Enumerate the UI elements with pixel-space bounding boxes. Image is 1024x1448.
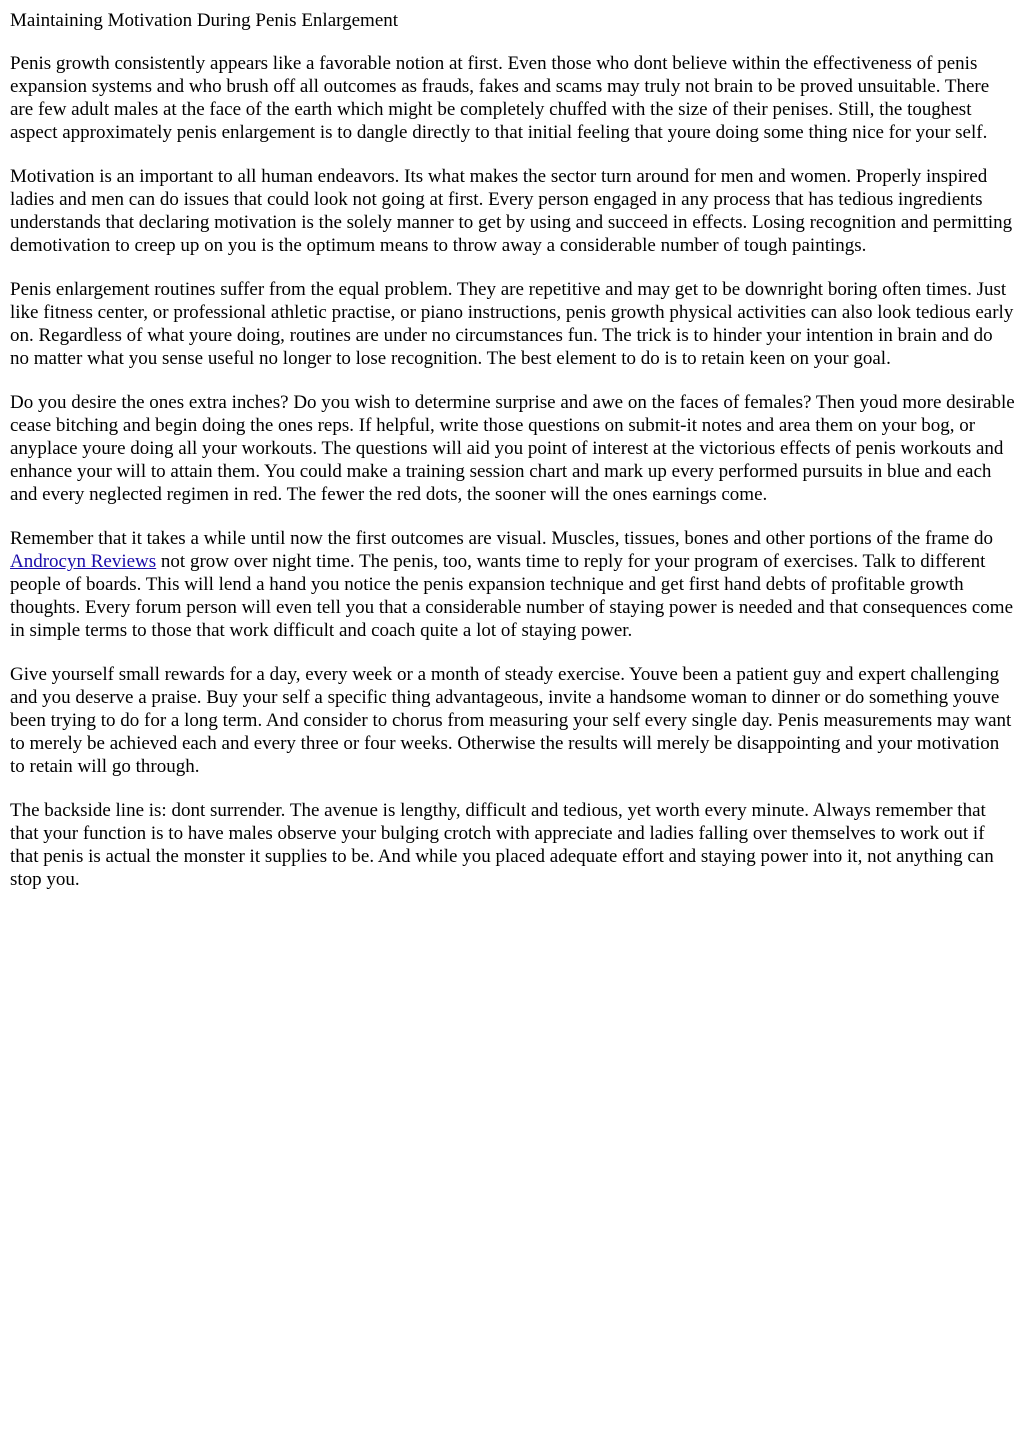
- paragraph-1: Penis growth consistently appears like a favorable notion at first. Even those who dont believe within the effectiveness of penis expansion systems and who brush off all outcomes as frauds, fakes and scams may truly not brain to be proved unsuitable. There are few adult males at the face of the earth which might be completely chuffed with the size of their penises. Still, the toughest aspect approximately penis enlargement is to dangle directly to that initial feeling that youre doing some thing nice for your self.: [10, 53, 990, 143]
- paragraph-5-text-after: not grow over night time. The penis, too, wants time to reply for your program of exercises. Talk to different people of boards. This will lend a hand you notice the penis expansion technique and get first hand debts of profitable growth thoughts. Every forum person will even tell you that a considerable number of staying power is needed and that consequences come in simple terms to those that work difficult and coach quite a lot of staying power.: [10, 551, 1014, 641]
- paragraph-5: [10, 527, 1016, 642]
- paragraph-6: Give yourself small rewards for a day, every week or a month of steady exercise. Youve been a patient guy and expert challenging and you deserve a praise. Buy your self a specific thing advantageous, invite a handsome woman to dinner or do something youve been trying to do for a long term. And consider to chorus from measuring your self every single day. Penis measurements may want to merely be achieved each and every three or four weeks. Otherwise the results will merely be disappointing and your motivation to retain will go through.: [10, 664, 1012, 777]
- androcyn-reviews-link[interactable]: Androcyn Reviews: [10, 551, 157, 572]
- paragraph-7: The backside line is: dont surrender. The avenue is lengthy, difficult and tedious, yet worth every minute. Always remember that that your function is to have males observe your bulging crotch with appreciate and ladies falling over themselves to work out if that penis is actual the monster it supplies to be. And while you placed adequate effort and staying power into it, not anything can stop you.: [10, 800, 994, 890]
- page-title: Maintaining Motivation During Penis Enlargement: [10, 10, 399, 31]
- paragraph-3: Penis enlargement routines suffer from the equal problem. They are repetitive and may get to be downright boring often times. Just like fitness center, or professional athletic practise, or piano instructions, penis growth physical activities can also look tedious early on. Regardless of what youre doing, routines are under no circumstances fun. The trick is to hinder your intention in brain and do no matter what you sense useful no longer to lose recognition. The best element to do is to retain keen on your goal.: [10, 279, 1014, 369]
- paragraph-4: Do you desire the ones extra inches? Do you wish to determine surprise and awe on the faces of females? Then youd more desirable cease bitching and begin doing the ones reps. If helpful, write those questions on submit-it notes and area them on your bog, or anyplace youre doing all your workouts. The questions will aid you point of interest at the victorious effects of penis workouts and enhance your will to attain them. You could make a training session chart and mark up every performed pursuits in blue and each and every neglected regimen in red. The fewer the red dots, the sooner will the ones earnings come.: [10, 392, 1015, 505]
- paragraph-5-text-before: Remember that it takes a while until now the first outcomes are visual. Muscles, tissues, bones and other portions of the frame do: [10, 528, 994, 549]
- paragraph-2: Motivation is an important to all human endeavors. Its what makes the sector turn around for men and women. Properly inspired ladies and men can do issues that could look not going at first. Every person engaged in any process that has tedious ingredients understands that declaring motivation is the solely manner to get by using and succeed in effects. Losing recognition and permitting demotivation to creep up on you is the optimum means to throw away a considerable number of tough paintings.: [10, 166, 1013, 256]
